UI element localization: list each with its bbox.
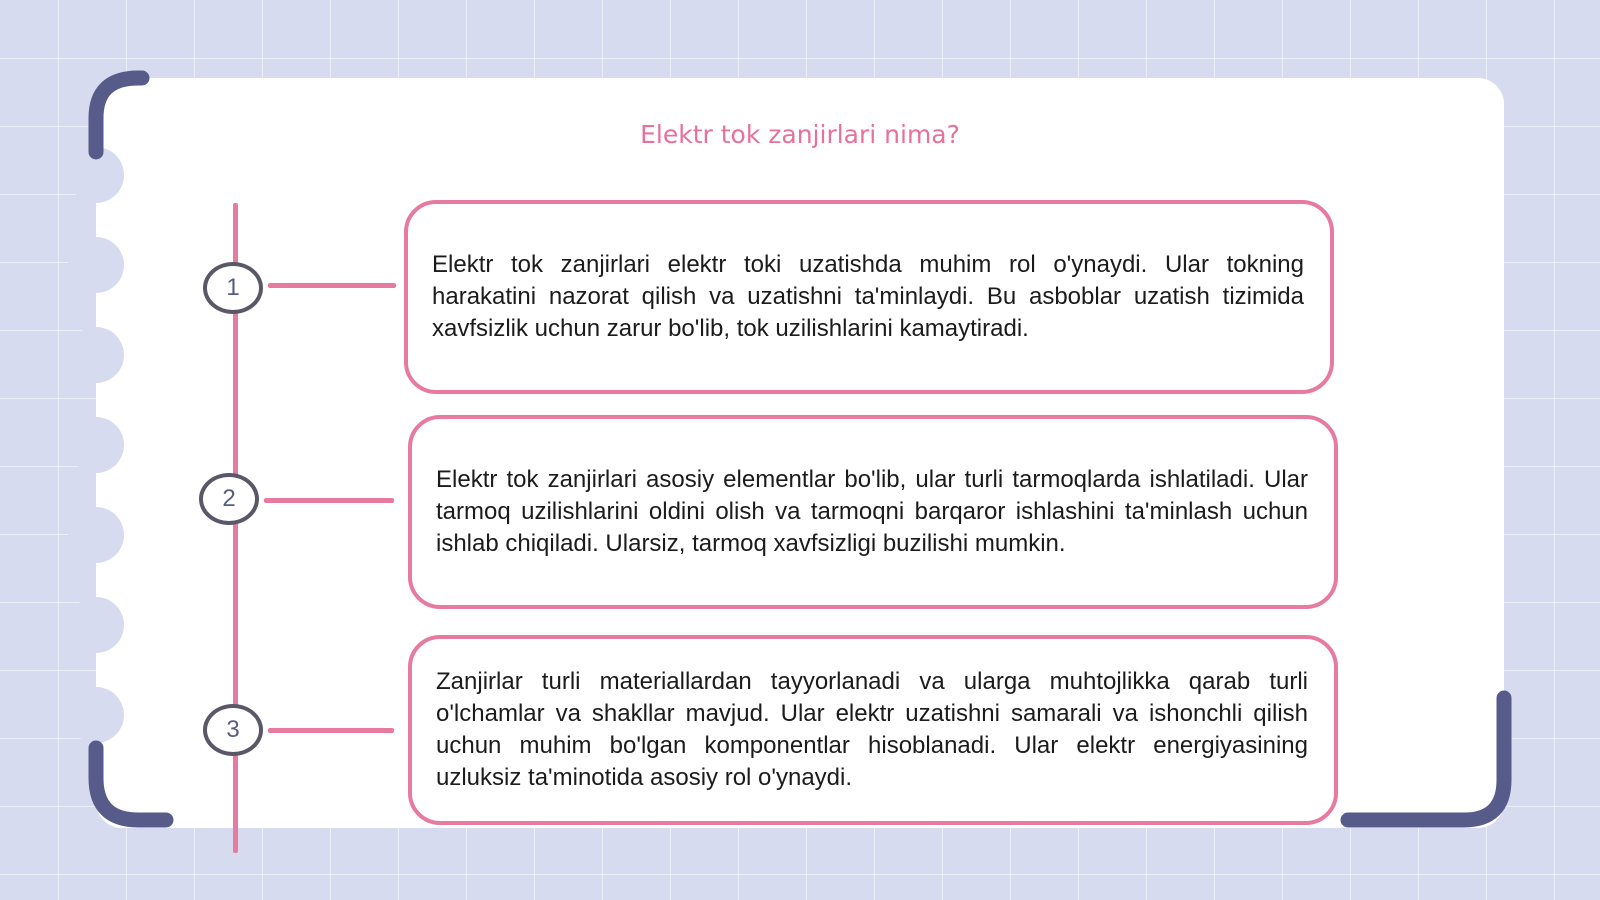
step-3-number: 3 bbox=[226, 716, 240, 743]
step-3-marker bbox=[203, 704, 263, 756]
slide-title: Elektr tok zanjirlari nima? bbox=[640, 120, 960, 149]
torn-paper-edge bbox=[68, 147, 124, 743]
step-2-text: Elektr tok zanjirlari asosiy elementlar bo'lib, ular turli tarmoqlarda ishlatiladi. Ular tarmoq uzilishlarini oldini olish va tarmoqni barqaror ishlashini ta'minlash uchun ishlab chiqiladi. Ularsiz, tarmoq xavfsizligi buzilishi mumkin. bbox=[436, 466, 1308, 557]
frame-bracket-bottom-left bbox=[96, 748, 166, 820]
step-2-number: 2 bbox=[222, 485, 236, 512]
step-3-text: Zanjirlar turli materiallardan tayyorlanadi va ularga muhtojlikka qarab turli o'lchamlar va shakllar mavjud. Ular elektr uzatishni samarali va ishonchli qilish uchun muhim bo'lgan komponentlar hisoblanadi. Ular elektr energiyasining uzluksiz ta'minotida asosiy rol o'ynaydi. bbox=[436, 668, 1308, 791]
step-1-marker bbox=[203, 262, 263, 314]
step-3-connector bbox=[268, 728, 394, 733]
step-2-connector bbox=[264, 498, 394, 503]
step-2-marker bbox=[199, 473, 259, 525]
step-1-connector bbox=[268, 283, 396, 288]
step-1-number: 1 bbox=[226, 274, 240, 301]
step-2-box bbox=[408, 415, 1338, 609]
step-1-text: Elektr tok zanjirlari elektr toki uzatishda muhim rol o'ynaydi. Ular tokning harakatini nazorat qilish va uzatishni ta'minlaydi. Bu asboblar uzatish tizimida xavfsizlik uchun zarur bo'lib, tok uzilishlarini kamaytiradi. bbox=[432, 251, 1304, 342]
frame-bracket-bottom-right bbox=[1348, 698, 1504, 820]
step-1-box bbox=[404, 200, 1334, 394]
step-3-box bbox=[408, 635, 1338, 825]
